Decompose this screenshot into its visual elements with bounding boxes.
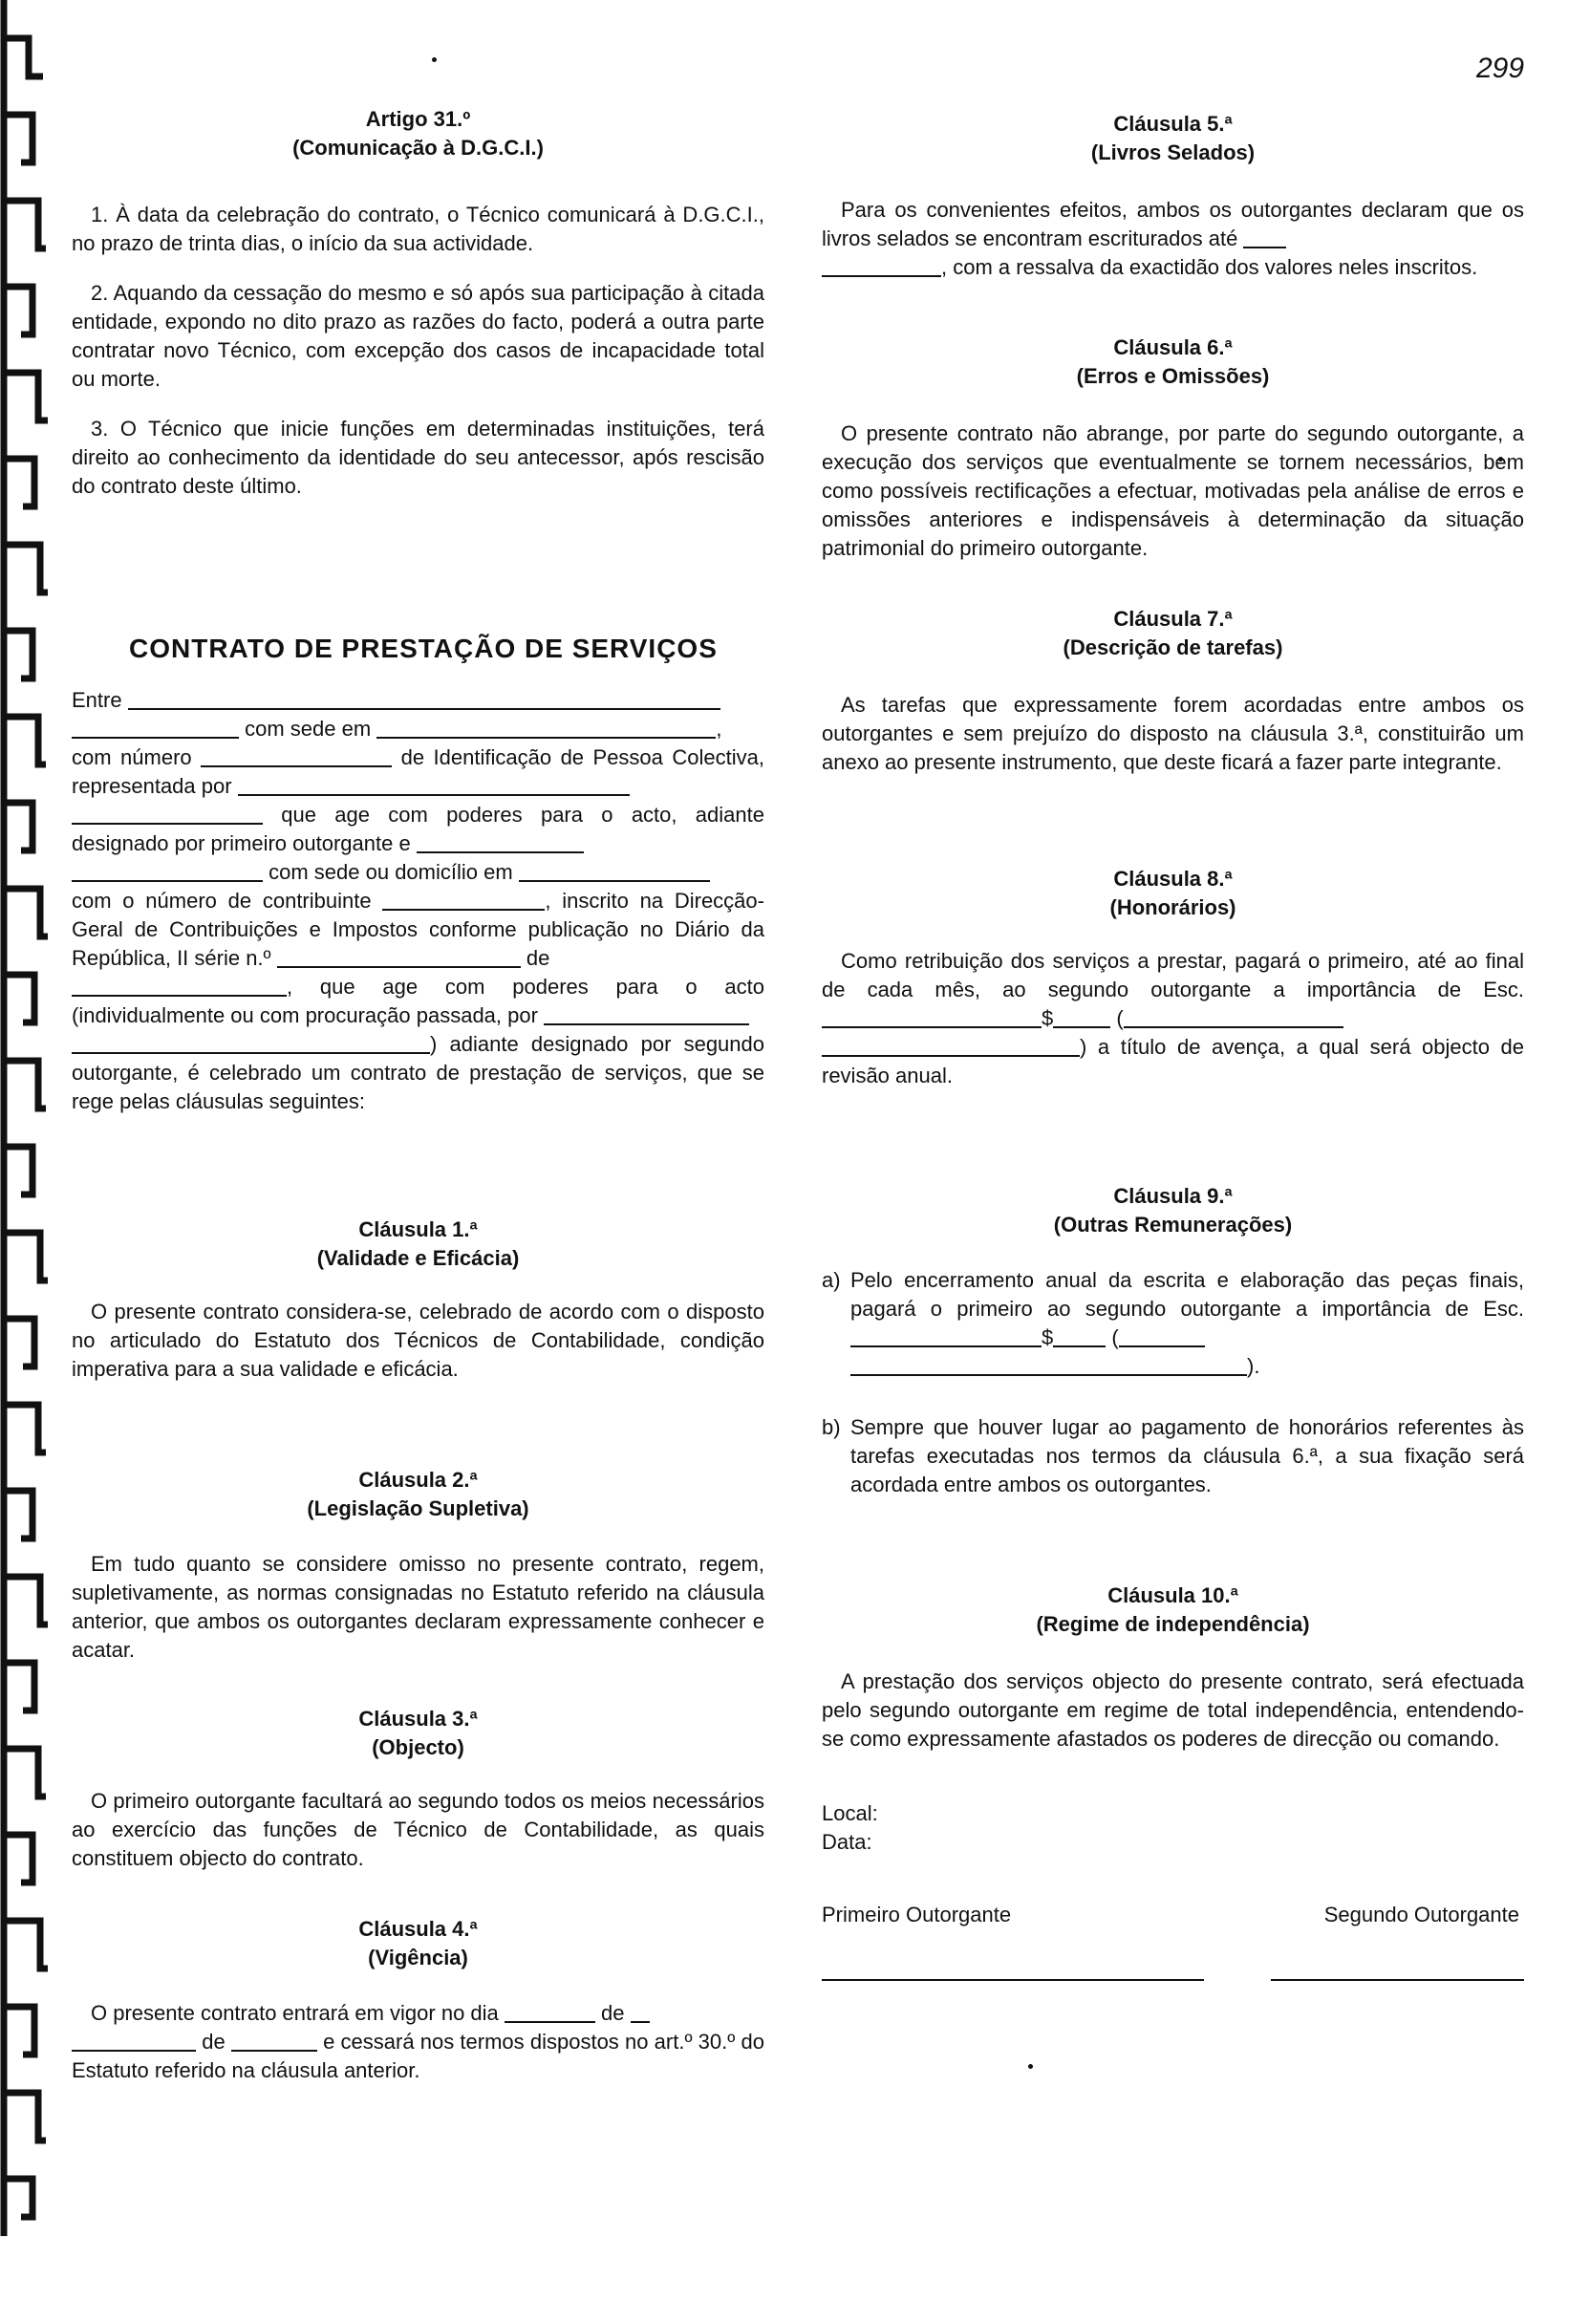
blank-field [382, 893, 545, 911]
binding-edge [0, 0, 57, 2236]
clausula-5-text [822, 196, 1524, 282]
contribuinte-label: com o número de contribuinte [72, 889, 372, 913]
blank-field [72, 807, 263, 825]
clausula-9-subheading: (Outras Remunerações) [1053, 1213, 1293, 1237]
clausula-3-text: O primeiro outorgante facultará ao segundo todos os meios necessários ao exercício das funções de Técnico de Contabilidade, as quais constituem objecto do contrato. [72, 1789, 764, 1870]
clausula-3-subheading: (Objecto) [372, 1735, 464, 1759]
clausula-8-heading: Cláusula 8.ª [1113, 867, 1233, 891]
blank-field [128, 693, 720, 710]
clausula-4 [72, 1915, 764, 2085]
blank-field [519, 865, 710, 882]
blank-field [822, 1040, 1080, 1057]
clausula-5 [822, 110, 1524, 282]
item-b-marker: b) [822, 1415, 841, 1439]
local-label: Local: [822, 1801, 878, 1825]
article-31 [72, 105, 764, 501]
second-party-signature-line [1271, 1977, 1524, 1981]
blank-field [822, 1011, 1042, 1028]
clausula-2 [72, 1466, 764, 1665]
blank-field [72, 2034, 196, 2052]
article-31-paragraph-3: 3. O Técnico que inicie funções em determinadas instituições, terá direito ao conhecimento da identidade do seu antecessor, após rescisão do contrato deste último. [72, 417, 764, 498]
data-label: Data: [822, 1830, 872, 1854]
clausula-6 [822, 334, 1524, 563]
clausula-5-heading: Cláusula 5.ª [1113, 112, 1233, 136]
clausula-10-subheading: (Regime de independência) [1036, 1612, 1310, 1636]
blank-field [505, 2006, 595, 2023]
open-paren: ( [1111, 1325, 1119, 1349]
clausula-8-text [822, 947, 1524, 1090]
de-label: de [202, 2030, 226, 2054]
clausula-6-heading: Cláusula 6.ª [1113, 335, 1233, 359]
first-party-label: Primeiro Outorgante [822, 1903, 1012, 1926]
blank-field [201, 750, 392, 767]
blank-field [850, 1330, 1042, 1347]
dollar-sign: $ [1042, 1325, 1054, 1349]
blank-field [72, 1037, 430, 1054]
blank-field [277, 951, 521, 968]
clausula-9-item-a [822, 1266, 1524, 1381]
identificacao-text: de Identificação de Pessoa Colectiva, representada por [72, 745, 764, 798]
clausula-8-subheading: (Honorários) [1109, 895, 1236, 919]
clausula-5-text-1: Para os convenientes efeitos, ambos os outorgantes declaram que os livros selados se encontram escriturados até [822, 198, 1524, 250]
clausula-3-heading: Cláusula 3.ª [358, 1707, 478, 1731]
item-a-marker: a) [822, 1268, 841, 1292]
speck [1028, 2064, 1033, 2069]
contract-parties-text: Entre com sede em , com número de Identificação de Pessoa Colectiva, representada por que age com poderes para o acto, adiante designado por primeiro outorgante e com sede ou domicílio em com o número de contribuinte , inscrito na Direcção-Geral de Contribuições e Impostos conforme publicação no Diário da República, II série n.º de , que age com poderes para o acto (individualmente ou com procuração passada, por ) adiante designado por segundo outorgante, é celebrado um contrato de prestação de serviços, que se rege pelas cláusulas seguintes: [72, 688, 764, 1113]
blank-field [72, 721, 239, 739]
blank-field [1053, 1011, 1110, 1028]
clausula-3 [72, 1705, 764, 1873]
right-column [822, 110, 1524, 1981]
clausula-7 [822, 605, 1524, 777]
clausula-8-text-1: Como retribuição dos serviços a prestar, pagará o primeiro, até ao final de cada mês, ao segundo outorgante a importância de Esc. [822, 949, 1524, 1001]
open-paren: ( [1116, 1006, 1124, 1030]
blank-field [631, 2006, 650, 2023]
first-party-signature-line [822, 1977, 1204, 1981]
blank-field [1124, 1011, 1343, 1028]
entre-label: Entre [72, 688, 122, 712]
clausula-1-subheading: (Validade e Eficácia) [316, 1246, 520, 1270]
blank-field [544, 1008, 749, 1025]
blank-field [1119, 1330, 1205, 1347]
blank-field [850, 1359, 1247, 1376]
clausula-6-subheading: (Erros e Omissões) [1076, 364, 1270, 388]
blank-field [231, 2034, 317, 2052]
second-party-label: Segundo Outorgante [1323, 1903, 1519, 1926]
de-label: de [601, 2001, 625, 2025]
clausula-4-text-2: e cessará nos termos dispostos no art.º 30.º do Estatuto referido na cláusula anterior. [72, 2030, 764, 2082]
que-age-indiv-text: , que age com poderes para o acto (individualmente ou com procuração passada, por [72, 975, 764, 1027]
clausula-6-text: O presente contrato não abrange, por parte do segundo outorgante, a execução dos serviços que eventualmente se tornem necessários, bem como possíveis rectificações a efectuar, motivadas pela análise de erros e omissões anteriores e indispensáveis à determinação da situação patrimonial do primeiro outorgante. [822, 421, 1524, 560]
blank-field [417, 836, 584, 853]
article-31-heading: Artigo 31.º [365, 107, 471, 131]
blank-field [72, 979, 287, 997]
clausula-2-text: Em tudo quanto se considere omisso no presente contrato, regem, supletivamente, as normas consignadas no Estatuto referido na cláusula anterior, que ambos os outorgantes declaram expressamente conhecer e acatar. [72, 1552, 764, 1662]
clausula-4-subheading: (Vigência) [368, 1946, 468, 1969]
blank-field [1053, 1330, 1106, 1347]
clausula-2-subheading: (Legislação Supletiva) [307, 1496, 529, 1520]
clausula-10-heading: Cláusula 10.ª [1107, 1583, 1238, 1607]
clausula-8 [822, 865, 1524, 1090]
que-age-text: que age com poderes para o acto, adiante designado por primeiro outorgante e [72, 803, 764, 855]
item-a-text: Pelo encerramento anual da escrita e elaboração das peças finais, pagará o primeiro ao segundo outorgante a importância de Esc. [850, 1268, 1524, 1321]
clausula-4-text [72, 1999, 764, 2085]
item-a-end: ). [1247, 1354, 1260, 1378]
clausula-2-heading: Cláusula 2.ª [358, 1468, 478, 1492]
article-31-paragraph-2: 2. Aquando da cessação do mesmo e só após sua participação à citada entidade, expondo no dito prazo as razões do facto, poderá a outra parte contratar novo Técnico, com excepção dos casos de incapacidade total ou morte. [72, 281, 764, 391]
clausula-1-text: O presente contrato considera-se, celebrado de acordo com o disposto no articulado do Estatuto dos Técnicos de Contabilidade, condição imperativa para a sua validade e eficácia. [72, 1300, 764, 1381]
clausula-7-subheading: (Descrição de tarefas) [1063, 635, 1283, 659]
clausula-4-heading: Cláusula 4.ª [358, 1917, 478, 1941]
contract-preamble [72, 635, 764, 1116]
numero-label: com número [72, 745, 192, 769]
clausula-9 [822, 1182, 1524, 1499]
sede-domicilio-label: com sede ou domicílio em [269, 860, 513, 884]
signature-block [822, 1799, 1524, 1981]
blank-field [1243, 231, 1286, 248]
clausula-9-item-b [822, 1413, 1524, 1499]
article-31-subheading: (Comunicação à D.G.C.I.) [292, 136, 544, 160]
dollar-sign: $ [1042, 1006, 1054, 1030]
clausula-5-subheading: (Livros Selados) [1090, 140, 1256, 164]
clausula-7-text: As tarefas que expressamente forem acordadas entre ambos os outorgantes e sem prejuízo do disposto na cláusula 3.ª, constituirão um anexo ao presente instrumento, que deste ficará a fazer parte integrante. [822, 693, 1524, 774]
clausula-7-heading: Cláusula 7.ª [1113, 607, 1233, 631]
inscrito-text: , inscrito na Direcção-Geral de Contribuições e Impostos conforme publicação no Diário da República, II série n.º [72, 889, 764, 970]
blank-field [72, 865, 263, 882]
blank-field [238, 779, 630, 796]
clausula-10 [822, 1582, 1524, 1754]
item-b-text: Sempre que houver lugar ao pagamento de honorários referentes às tarefas executadas nos termos da cláusula 6.ª, a sua fixação será acordada entre ambos os outorgantes. [850, 1415, 1524, 1496]
clausula-9-heading: Cláusula 9.ª [1113, 1184, 1233, 1208]
page-number: 299 [1476, 53, 1525, 84]
clausula-1 [72, 1216, 764, 1384]
blank-field [376, 721, 716, 739]
sede-label: com sede em [245, 717, 372, 741]
contract-title: CONTRATO DE PRESTAÇÃO DE SERVIÇOS [129, 634, 718, 663]
left-column [72, 105, 764, 2085]
article-31-paragraph-1: 1. À data da celebração do contrato, o Técnico comunicará à D.G.C.I., no prazo de trinta dias, o início da sua actividade. [72, 203, 764, 255]
blank-field [822, 260, 941, 277]
clausula-1-heading: Cláusula 1.ª [358, 1217, 478, 1241]
clausula-8-text-2: ) a título de avença, a qual será objecto de revisão anual. [822, 1035, 1524, 1087]
clausula-4-text-1: O presente contrato entrará em vigor no dia [91, 2001, 499, 2025]
speck [432, 57, 437, 62]
clausula-10-text: A prestação dos serviços objecto do presente contrato, será efectuada pelo segundo outorgante em regime de total independência, entendendo-se como expressamente afastados os poderes de direcção ou comando. [822, 1669, 1524, 1751]
clausula-5-text-2: , com a ressalva da exactidão dos valores neles inscritos. [941, 255, 1478, 279]
de-label: de [526, 946, 550, 970]
adiante-text: ) adiante designado por segundo outorgante, é celebrado um contrato de prestação de serviços, que se rege pelas cláusulas seguintes: [72, 1032, 764, 1113]
